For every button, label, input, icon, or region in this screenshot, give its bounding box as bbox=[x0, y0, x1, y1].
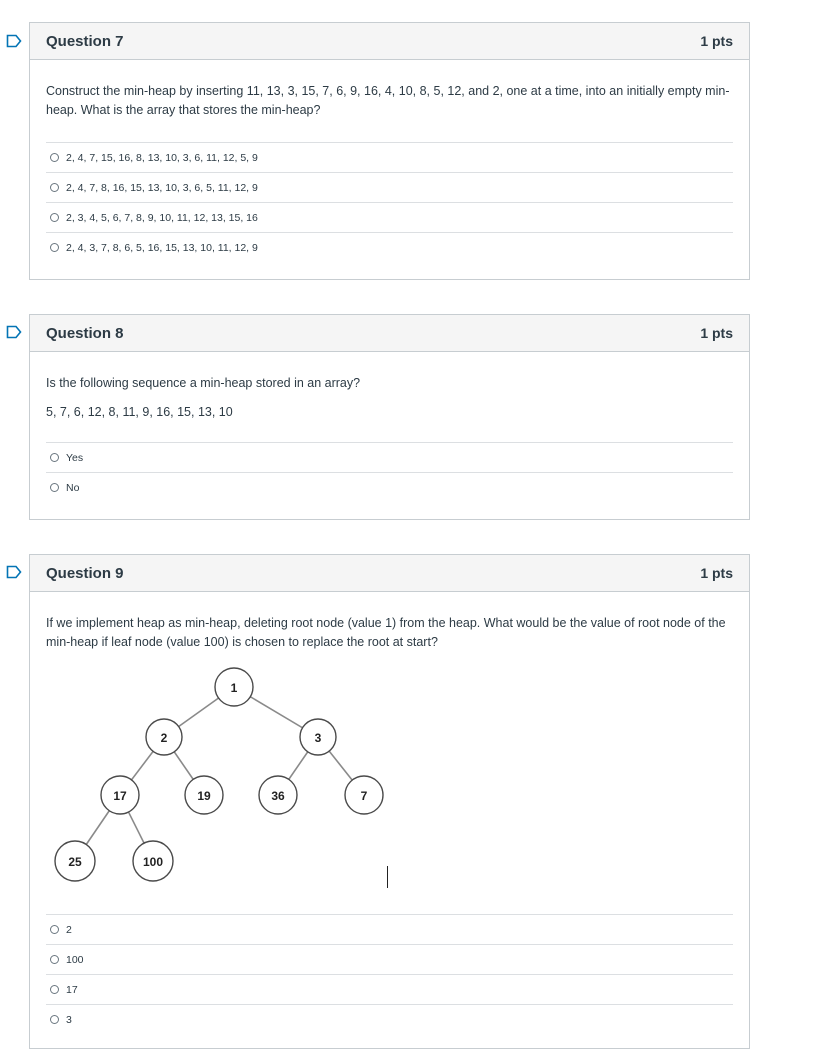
question-header bbox=[30, 555, 749, 592]
answer-option[interactable] bbox=[46, 442, 733, 472]
text-cursor bbox=[387, 866, 388, 888]
heap-node-label: 17 bbox=[113, 789, 127, 803]
question-8-card bbox=[29, 314, 750, 520]
radio-button[interactable] bbox=[50, 955, 59, 964]
question-title: Question 7 bbox=[46, 32, 124, 50]
answer-option[interactable] bbox=[46, 142, 733, 172]
answer-option[interactable] bbox=[46, 914, 733, 944]
answer-label: 2, 4, 7, 15, 16, 8, 13, 10, 3, 6, 11, 12, 5, 9 bbox=[66, 151, 258, 164]
question-header bbox=[30, 315, 749, 352]
answer-option[interactable] bbox=[46, 232, 733, 262]
radio-button[interactable] bbox=[50, 453, 59, 462]
answer-list bbox=[46, 142, 733, 262]
radio-button[interactable] bbox=[50, 925, 59, 934]
question-title: Question 9 bbox=[46, 564, 124, 582]
heap-node-label: 3 bbox=[314, 731, 322, 745]
flag-question-icon[interactable] bbox=[6, 34, 22, 48]
radio-button[interactable] bbox=[50, 213, 59, 222]
question-title: Question 8 bbox=[46, 324, 124, 342]
heap-node-label: 100 bbox=[142, 855, 164, 869]
radio-button[interactable] bbox=[50, 243, 59, 252]
question-points: 1 pts bbox=[700, 325, 733, 341]
answer-label: 2, 4, 3, 7, 8, 6, 5, 16, 15, 13, 10, 11, 12, 9 bbox=[66, 241, 258, 254]
heap-node-label: 2 bbox=[160, 731, 168, 745]
question-9-card bbox=[29, 554, 750, 1049]
radio-button[interactable] bbox=[50, 483, 59, 492]
answer-label: 2, 3, 4, 5, 6, 7, 8, 9, 10, 11, 12, 13, 15, 16 bbox=[66, 211, 258, 224]
radio-button[interactable] bbox=[50, 985, 59, 994]
heap-node-label: 25 bbox=[68, 855, 82, 869]
flag-question-icon[interactable] bbox=[6, 325, 22, 339]
answer-label: Yes bbox=[66, 451, 84, 464]
heap-node-label: 7 bbox=[360, 789, 368, 803]
question-points: 1 pts bbox=[700, 33, 733, 49]
answer-option[interactable] bbox=[46, 944, 733, 974]
answer-label: 17 bbox=[66, 983, 78, 996]
radio-button[interactable] bbox=[50, 183, 59, 192]
answer-option[interactable] bbox=[46, 472, 733, 502]
sequence-text: 5, 7, 6, 12, 8, 11, 9, 16, 15, 13, 10 bbox=[46, 405, 233, 419]
heap-node-label: 1 bbox=[230, 681, 238, 695]
answer-option[interactable] bbox=[46, 974, 733, 1004]
question-7-card bbox=[29, 22, 750, 280]
answer-option[interactable] bbox=[46, 1004, 733, 1034]
question-text: If we implement heap as min-heap, deleting root node (value 1) from the heap. What would be the value of root node of the min-heap if leaf node (value 100) is chosen to replace the root at start? bbox=[46, 616, 726, 649]
answer-option[interactable] bbox=[46, 172, 733, 202]
question-header bbox=[30, 23, 749, 60]
answer-option[interactable] bbox=[46, 202, 733, 232]
heap-node-label: 36 bbox=[271, 789, 285, 803]
question-points: 1 pts bbox=[700, 565, 733, 581]
radio-button[interactable] bbox=[50, 153, 59, 162]
answer-label: 100 bbox=[66, 953, 84, 966]
answer-label: No bbox=[66, 481, 80, 494]
answer-label: 2, 4, 7, 8, 16, 15, 13, 10, 3, 6, 5, 11, 12, 9 bbox=[66, 181, 258, 194]
flag-question-icon[interactable] bbox=[6, 565, 22, 579]
heap-node-label: 19 bbox=[197, 789, 211, 803]
radio-button[interactable] bbox=[50, 1015, 59, 1024]
heap-figure-area bbox=[46, 652, 733, 914]
answer-label: 2 bbox=[66, 923, 72, 936]
question-text: Is the following sequence a min-heap stored in an array? bbox=[46, 376, 361, 390]
answer-label: 3 bbox=[66, 1013, 72, 1026]
heap-tree-diagram bbox=[46, 652, 386, 914]
answer-list bbox=[46, 442, 733, 502]
question-text: Construct the min-heap by inserting 11, 13, 3, 15, 7, 6, 9, 16, 4, 10, 8, 5, 12, and 2, one at a time, into an initially empty min-heap. What is the array that stores the min-heap? bbox=[46, 84, 730, 117]
answer-list bbox=[46, 914, 733, 1034]
